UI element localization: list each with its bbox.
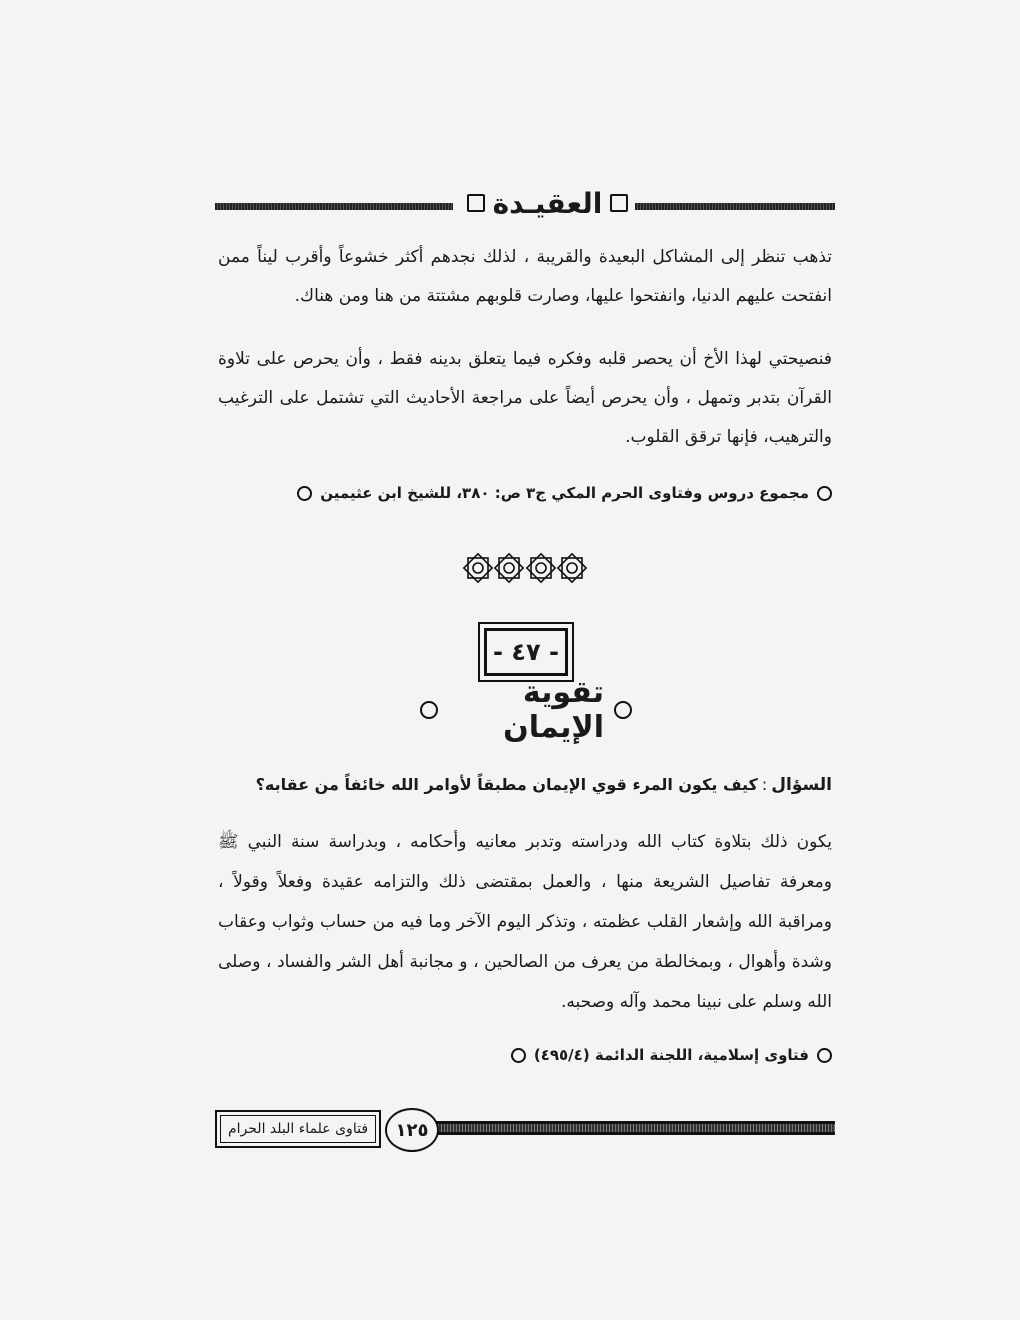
book-name-box <box>215 1110 381 1148</box>
footer-rule <box>433 1121 835 1135</box>
circle-ornament-icon <box>511 1048 526 1063</box>
decorative-ornament-icon <box>462 550 588 586</box>
section-title-text: تقوية الإيمان <box>503 675 604 745</box>
question-label: السؤال <box>771 775 832 795</box>
answer-paragraph: يكون ذلك بتلاوة كتاب الله ودراسته وتدبر معانيه وأحكامه ، وبدراسة سنة النبي ﷺ ومعرفة تفاصيل الشريعة منها ، والعمل بمقتضى ذلك والتزامه عقيدة وفعلاً وقولاً ، ومراقبة الله وإشعار القلب عظمته ، وتذكر اليوم الآخر وما فيه من حساب وثواب وعقاب وشدة وأهوال ، وبمخالطة من يعرف من الصالحين ، و مجانبة أهل الشر والفساد ، وصلى الله وسلم على نبينا محمد وآله وصحبه. <box>218 832 832 1012</box>
page-footer <box>215 1108 835 1152</box>
fatwa-number-box <box>478 622 574 682</box>
question <box>218 775 832 795</box>
paragraph-2: فنصيحتي لهذا الأخ أن يحصر قلبه وفكره فيما يتعلق بدينه فقط ، وأن يحرص على تلاوة القرآن بتدبر وتمهل ، وأن يحرص أيضاً على مراجعة الأحاديث التي تشتمل على الترغيب والترهيب، فإنها ترقق القلوب. <box>218 349 832 447</box>
question-separator: : <box>761 775 768 794</box>
book-name: فتاوى علماء البلد الحرام <box>220 1115 376 1143</box>
source-citation-2 <box>218 1046 832 1064</box>
question-text: كيف يكون المرء قوي الإيمان مطبقاً لأوامر الله خائفاً من عقابه؟ <box>255 775 758 794</box>
circle-ornament-icon <box>420 701 438 719</box>
page-header <box>215 182 835 222</box>
header-title <box>465 186 630 220</box>
header-rule-right <box>635 203 835 210</box>
fatwa-number: - ٤٧ - <box>484 628 568 676</box>
circle-ornament-icon <box>817 486 832 501</box>
header-title-text: العقيـدة <box>492 186 603 220</box>
circle-ornament-icon <box>297 486 312 501</box>
square-ornament-icon <box>610 194 628 212</box>
page-number: ١٢٥ <box>385 1108 439 1152</box>
circle-ornament-icon <box>817 1048 832 1063</box>
source-citation-1 <box>218 484 832 502</box>
header-rule-left <box>215 203 453 210</box>
section-title <box>420 675 632 745</box>
source-text-2: فتاوى إسلامية، اللجنة الدائمة (٤٩٥/٤) <box>533 1046 809 1064</box>
circle-ornament-icon <box>614 701 632 719</box>
source-text-1: مجموع دروس وفتاوى الحرم المكي ج٣ ص: ٣٨٠، للشيخ ابن عثيمين <box>320 484 809 502</box>
paragraph-1: تذهب تنظر إلى المشاكل البعيدة والقريبة ، لذلك نجدهم أكثر خشوعاً وأقرب ليناً ممن انفتحت عليهم الدنيا، وانفتحوا عليها، وصارت قلوبهم مشتتة من هنا ومن هناك. <box>218 247 832 306</box>
square-ornament-icon <box>467 194 485 212</box>
